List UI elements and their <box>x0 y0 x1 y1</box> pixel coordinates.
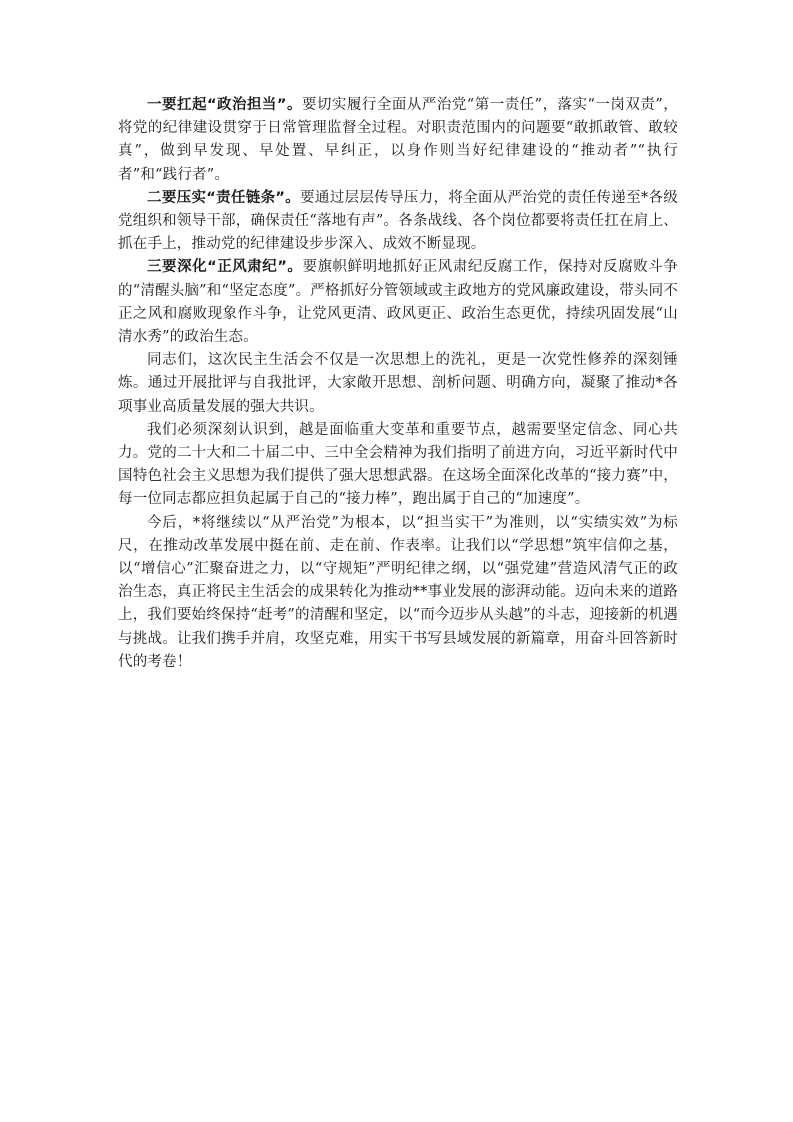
paragraph-1-lead: 一要扛起“政治担当”。 <box>147 97 302 113</box>
document-body <box>118 94 678 674</box>
paragraph-4-text: 同志们，这次民主生活会不仅是一次思想上的洗礼，更是一次党性修养的深刻锤炼。通过开展批评与自我批评，大家敞开思想、剖析问题、明确方向，凝聚了推动*各项事业高质量发展的强大共识。 <box>118 352 678 415</box>
paragraph-3 <box>118 256 678 349</box>
paragraph-6-text: 今后，*将继续以“从严治党”为根本，以“担当实干”为准则，以“实绩实效”为标尺，在推动改革发展中挺在前、走在前、作表率。让我们以“学思想”筑牢信仰之基，以“增信心”汇聚奋进之力，以“守规矩”严明纪律之纲，以“强党建”营造风清气正的政治生态，真正将民主生活会的成果转化为推动**事业发展的澎湃动能。迈向未来的道路上，我们要始终保持“赶考”的清醒和坚定，以“而今迈步从头越”的斗志，迎接新的机遇与挑战。让我们携手并肩，攻坚克难，用实干书写县域发展的新篇章，用奋斗回答新时代的考卷！ <box>118 514 678 670</box>
paragraph-6 <box>118 512 678 674</box>
paragraph-2-text: 要通过层层传导压力，将全面从严治党的责任传递至*各级党组织和领导干部，确保责任“落地有声”。各条战线、各个岗位都要将责任扛在肩上、抓在手上，推动党的纪律建设步步深入、成效不断显现。 <box>118 189 678 253</box>
paragraph-5-text: 我们必须深刻认识到，越是面临重大变革和重要节点，越需要坚定信念、同心共力。党的二十大和二十届二中、三中全会精神为我们指明了前进方向，习近平新时代中国特色社会主义思想为我们提供了强大思想武器。在这场全面深化改革的“接力赛”中，每一位同志都应担负起属于自己的“接力棒”，跑出属于自己的“加速度”。 <box>118 421 678 508</box>
paragraph-1 <box>118 94 678 187</box>
paragraph-4 <box>118 349 678 419</box>
paragraph-2-lead: 二要压实“责任链条”。 <box>147 189 301 206</box>
paragraph-2 <box>118 187 678 257</box>
paragraph-3-lead: 三要深化“正风肃纪”。 <box>147 259 303 276</box>
paragraph-3-text: 要旗帜鲜明地抓好正风肃纪反腐工作，保持对反腐败斗争的“清醒头脑”和“坚定态度”。严格抓好分管领域或主政地方的党风廉政建设，带头同不正之风和腐败现象作斗争，让党风更清、政风更正、政治生态更优，持续巩固发展“山清水秀”的政治生态。 <box>118 259 678 346</box>
paragraph-5 <box>118 419 678 512</box>
paragraph-1-text: 要切实履行全面从严治党“第一责任”，落实“一岗双责”，将党的纪律建设贯穿于日常管理监督全过程。对职责范围内的问题要“敢抓敢管、敢较真”，做到早发现、早处置、早纠正，以身作则当好纪律建设的“推动者”“执行者”和“践行者”。 <box>118 97 678 183</box>
